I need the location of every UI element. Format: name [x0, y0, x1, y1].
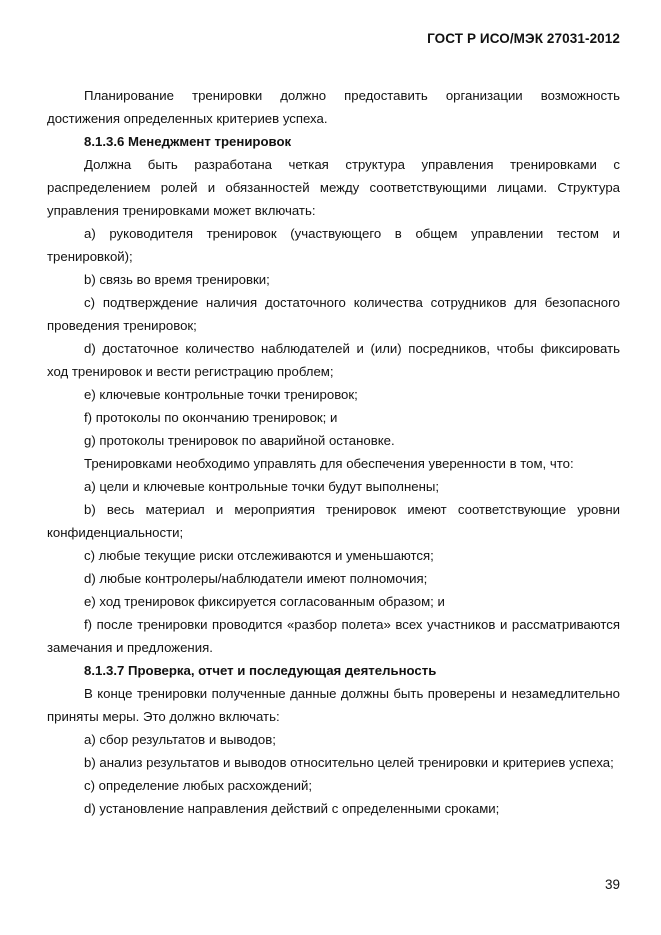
list-item: e) ключевые контрольные точки тренировок; — [84, 387, 358, 402]
list-item: b) анализ результатов и выводов относительно целей тренировки и критериев успеха; — [84, 755, 614, 770]
list-item: f) протоколы по окончанию тренировок; и — [84, 410, 338, 425]
list-item: d) любые контролеры/наблюдатели имеют полномочия; — [84, 571, 428, 586]
page-number: 39 — [604, 877, 620, 892]
list-item: g) протоколы тренировок по аварийной остановке. — [84, 433, 395, 448]
document-body — [47, 84, 620, 820]
list-item: a) сбор результатов и выводов; — [84, 732, 276, 747]
paragraph: Планирование тренировки должно предоставить организации возможность достижения определенных критериев успеха. — [47, 88, 620, 126]
paragraph: Тренировками необходимо управлять для обеспечения уверенности в том, что: — [84, 456, 574, 471]
list-item: d) достаточное количество наблюдателей и (или) посредников, чтобы фиксировать ход тренировок и вести регистрацию проблем; — [47, 341, 620, 379]
list-item: c) подтверждение наличия достаточного количества сотрудников для безопасного проведения тренировок; — [47, 295, 620, 333]
list-item: f) после тренировки проводится «разбор полета» всех участников и рассматриваются замечания и предложения. — [47, 617, 620, 655]
list-item: a) цели и ключевые контрольные точки будут выполнены; — [84, 479, 440, 494]
paragraph: Должна быть разработана четкая структура управления тренировками с распределением ролей и обязанностей между соответствующими лицами. Структура управления тренировками может включать: — [47, 157, 620, 218]
paragraph: В конце тренировки полученные данные должны быть проверены и незамедлительно приняты меры. Это должно включать: — [47, 686, 620, 724]
list-item: a) руководителя тренировок (участвующего в общем управлении тестом и тренировкой); — [47, 226, 620, 264]
list-item: b) весь материал и мероприятия тренировок имеют соответствующие уровни конфиденциальности; — [47, 502, 620, 540]
section-heading-8-1-3-6: 8.1.3.6 Менеджмент тренировок — [84, 134, 292, 149]
list-item: d) установление направления действий с определенными сроками; — [84, 801, 500, 816]
list-item: e) ход тренировок фиксируется согласованным образом; и — [84, 594, 445, 609]
page-header-standard: ГОСТ Р ИСО/МЭК 27031-2012 — [427, 31, 620, 46]
list-item: c) определение любых расхождений; — [84, 778, 313, 793]
list-item: b) связь во время тренировки; — [84, 272, 270, 287]
section-heading-8-1-3-7: 8.1.3.7 Проверка, отчет и последующая деятельность — [84, 663, 437, 678]
list-item: c) любые текущие риски отслеживаются и уменьшаются; — [84, 548, 434, 563]
